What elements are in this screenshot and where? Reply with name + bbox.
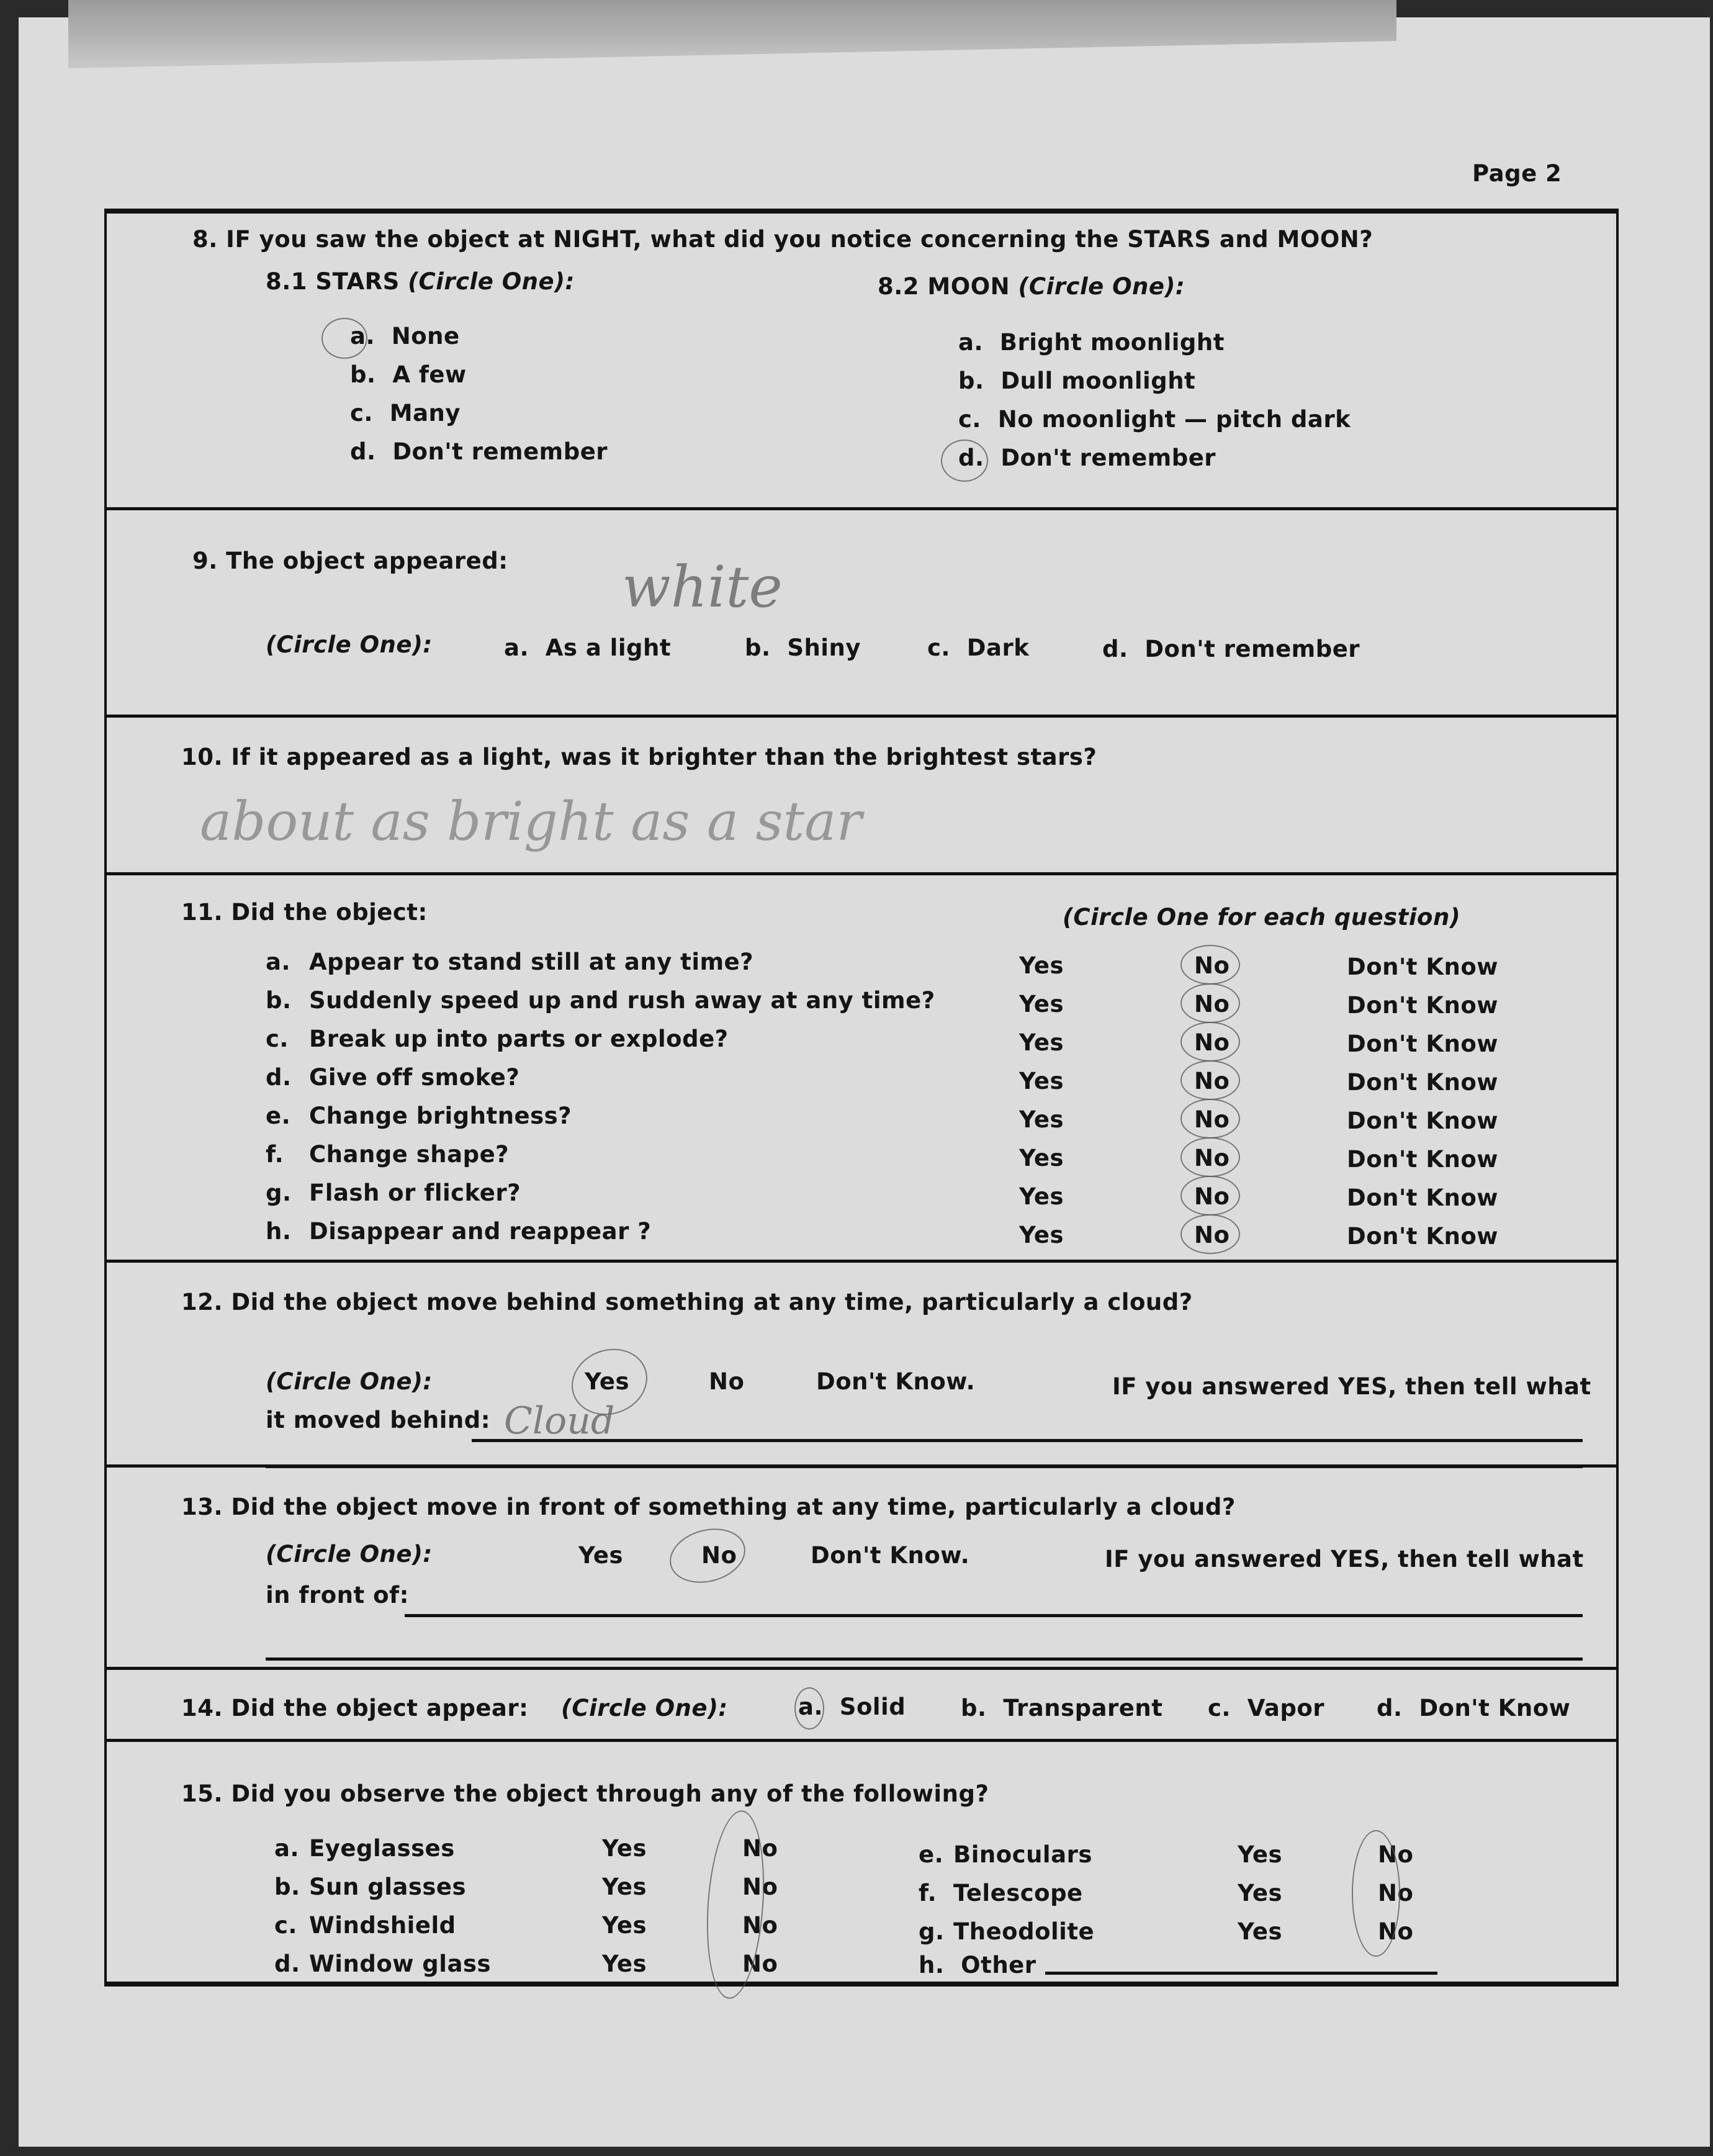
q11-choice-yes[interactable]: Yes	[1019, 1068, 1064, 1094]
q11-instruction: (Circle One for each question)	[1063, 904, 1461, 931]
q15-item-letter: e.	[919, 1841, 944, 1868]
q15-choice-no[interactable]: No	[1378, 1880, 1414, 1906]
q12-option-dont-know[interactable]: Don't Know.	[816, 1368, 976, 1395]
q11-item-letter: e.	[266, 1103, 291, 1129]
questionnaire-form	[104, 209, 1619, 1987]
q11-item-letter: g.	[266, 1179, 292, 1206]
q11-choice-no[interactable]: No	[1194, 952, 1230, 979]
question-10	[107, 718, 1616, 875]
q13-answer-line-2[interactable]	[266, 1658, 1583, 1661]
q11-item-text: Flash or flicker?	[309, 1179, 521, 1206]
q9-option-b[interactable]: b. Shiny	[745, 634, 861, 661]
q11-item-letter: c.	[266, 1026, 289, 1052]
q11-item-letter: a.	[266, 949, 291, 975]
q15-choice-no[interactable]: No	[742, 1951, 778, 1977]
q14-option-c[interactable]: c. Vapor	[1208, 1695, 1324, 1721]
q15-item-letter: d.	[274, 1951, 300, 1977]
question-11	[107, 875, 1616, 1263]
q13-answer-line-1[interactable]	[405, 1614, 1583, 1617]
q13-question: 13. Did the object move in front of something at any time, particularly a cloud?	[181, 1494, 1236, 1520]
q11-choice-dont-know[interactable]: Don't Know	[1347, 1031, 1498, 1057]
q15-item-text: Telescope	[953, 1880, 1083, 1906]
q11-choice-yes[interactable]: Yes	[1019, 1106, 1064, 1133]
page-number: Page 2	[1472, 160, 1562, 187]
moon-heading-text: 8.2 MOON	[878, 273, 1010, 300]
moon-option-d[interactable]: d. Don't remember	[958, 444, 1216, 471]
q15-question: 15. Did you observe the object through any of the following?	[181, 1780, 989, 1807]
q12-question: 12. Did the object move behind something at any time, particularly a cloud?	[181, 1289, 1193, 1315]
q14-option-a[interactable]: a. Solid	[798, 1694, 906, 1720]
moon-option-a[interactable]: a. Bright moonlight	[958, 329, 1225, 356]
q15-option-other[interactable]: h. Other	[919, 1952, 1036, 1978]
q9-instruction: (Circle One):	[266, 631, 433, 658]
q11-item-letter: h.	[266, 1218, 292, 1245]
q9-option-a[interactable]: a. As a light	[504, 634, 672, 661]
q15-choice-no[interactable]: No	[1378, 1918, 1414, 1945]
q11-choice-no[interactable]: No	[1194, 1222, 1230, 1248]
q11-choice-yes[interactable]: Yes	[1019, 1029, 1064, 1056]
q11-choice-dont-know[interactable]: Don't Know	[1347, 1223, 1498, 1250]
q11-choice-dont-know[interactable]: Don't Know	[1347, 1069, 1498, 1096]
q15-choice-yes[interactable]: Yes	[602, 1912, 647, 1939]
q11-item-text: Suddenly speed up and rush away at any time?	[309, 987, 935, 1014]
stars-option-a[interactable]: a. None	[350, 323, 460, 350]
q14-instruction: (Circle One):	[561, 1695, 728, 1721]
q15-item-letter: c.	[274, 1912, 297, 1939]
q15-item-letter: f.	[919, 1880, 937, 1906]
q15-choice-yes[interactable]: Yes	[1238, 1918, 1283, 1945]
q11-choice-no[interactable]: No	[1194, 1145, 1230, 1171]
q12-answer-line-1[interactable]	[472, 1439, 1583, 1442]
question-13	[107, 1468, 1616, 1670]
q15-other-line[interactable]	[1045, 1972, 1437, 1975]
stars-heading-text: 8.1 STARS	[266, 268, 400, 295]
q9-handwritten-answer: white	[622, 554, 783, 620]
moon-instruction: (Circle One):	[1018, 273, 1185, 300]
q14-option-d[interactable]: d. Don't Know	[1377, 1695, 1571, 1721]
q11-choice-no[interactable]: No	[1194, 991, 1230, 1017]
question-9	[107, 510, 1616, 718]
q9-question: 9. The object appeared:	[192, 548, 508, 574]
stars-option-d[interactable]: d. Don't remember	[350, 438, 608, 465]
q15-choice-no[interactable]: No	[742, 1835, 778, 1862]
q11-item-text: Break up into parts or explode?	[309, 1026, 729, 1052]
q13-instruction: (Circle One):	[266, 1541, 433, 1567]
q11-question: 11. Did the object:	[181, 899, 428, 926]
q11-item-text: Appear to stand still at any time?	[309, 949, 754, 975]
question-14	[107, 1670, 1616, 1742]
q11-choice-dont-know[interactable]: Don't Know	[1347, 1146, 1498, 1173]
moon-option-b[interactable]: b. Dull moonlight	[958, 368, 1196, 394]
q12-instruction: (Circle One):	[266, 1368, 433, 1395]
moon-option-c[interactable]: c. No moonlight — pitch dark	[958, 406, 1351, 433]
q13-followup: IF you answered YES, then tell what	[1105, 1546, 1584, 1572]
q11-choice-yes[interactable]: Yes	[1019, 1183, 1064, 1210]
q11-choice-no[interactable]: No	[1194, 1029, 1230, 1056]
q14-option-b[interactable]: b. Transparent	[961, 1695, 1163, 1721]
q11-item-letter: d.	[266, 1064, 292, 1091]
q15-choice-yes[interactable]: Yes	[1238, 1841, 1283, 1868]
question-12	[107, 1263, 1616, 1468]
q11-choice-yes[interactable]: Yes	[1019, 952, 1064, 979]
q13-option-no[interactable]: No	[701, 1542, 737, 1569]
q15-item-text: Sun glasses	[309, 1874, 467, 1900]
q15-choice-yes[interactable]: Yes	[602, 1951, 647, 1977]
q11-choice-yes[interactable]: Yes	[1019, 1222, 1064, 1248]
q15-item-text: Theodolite	[953, 1918, 1095, 1945]
q11-choice-no[interactable]: No	[1194, 1068, 1230, 1094]
stars-option-b[interactable]: b. A few	[350, 361, 467, 388]
question-15	[107, 1742, 1616, 1987]
q9-option-d[interactable]: d. Don't remember	[1102, 636, 1360, 662]
q15-item-text: Eyeglasses	[309, 1835, 455, 1862]
q14-question: 14. Did the object appear:	[181, 1695, 529, 1721]
q11-item-text: Give off smoke?	[309, 1064, 520, 1091]
q13-field-label: in front of:	[266, 1582, 409, 1608]
q12-option-yes[interactable]: Yes	[585, 1368, 630, 1395]
q15-item-letter: a.	[274, 1835, 300, 1862]
q9-option-c[interactable]: c. Dark	[927, 634, 1030, 661]
q11-item-letter: f.	[266, 1141, 284, 1168]
stars-option-c[interactable]: c. Many	[350, 400, 461, 426]
q13-option-yes[interactable]: Yes	[578, 1542, 624, 1569]
q12-followup: IF you answered YES, then tell what	[1112, 1373, 1591, 1400]
q12-handwritten-answer: Cloud	[504, 1399, 615, 1443]
q15-choice-no[interactable]: No	[742, 1912, 778, 1939]
q11-item-text: Change brightness?	[309, 1103, 572, 1129]
q12-field-label: it moved behind:	[266, 1407, 491, 1433]
q8-question: 8. IF you saw the object at NIGHT, what did you notice concerning the STARS and MOON?	[192, 226, 1374, 253]
q11-choice-no[interactable]: No	[1194, 1183, 1230, 1210]
q15-choice-no[interactable]: No	[742, 1874, 778, 1900]
q15-choice-no[interactable]: No	[1378, 1841, 1414, 1868]
q15-item-text: Binoculars	[953, 1841, 1092, 1868]
q11-choice-yes[interactable]: Yes	[1019, 991, 1064, 1017]
q15-item-text: Window glass	[309, 1951, 491, 1977]
q8-stars-heading	[266, 268, 575, 295]
q11-choice-dont-know[interactable]: Don't Know	[1347, 992, 1498, 1019]
q11-choice-dont-know[interactable]: Don't Know	[1347, 1184, 1498, 1211]
q15-item-text: Windshield	[309, 1912, 456, 1939]
q11-choice-dont-know[interactable]: Don't Know	[1347, 954, 1498, 980]
q11-choice-no[interactable]: No	[1194, 1106, 1230, 1133]
q15-choice-yes[interactable]: Yes	[1238, 1880, 1283, 1906]
question-8	[107, 214, 1616, 510]
q11-choice-yes[interactable]: Yes	[1019, 1145, 1064, 1171]
q13-option-dont-know[interactable]: Don't Know.	[811, 1542, 970, 1569]
q11-item-text: Disappear and reappear ?	[309, 1218, 652, 1245]
q11-choice-dont-know[interactable]: Don't Know	[1347, 1107, 1498, 1134]
q11-item-letter: b.	[266, 987, 292, 1014]
q8-moon-heading	[878, 273, 1185, 300]
stars-instruction: (Circle One):	[408, 268, 575, 295]
q11-item-text: Change shape?	[309, 1141, 510, 1168]
q10-question: 10. If it appeared as a light, was it brighter than the brightest stars?	[181, 744, 1097, 770]
q15-item-letter: g.	[919, 1918, 945, 1945]
q15-choice-yes[interactable]: Yes	[602, 1874, 647, 1900]
q10-handwritten-answer: about as bright as a star	[200, 791, 862, 853]
q15-choice-yes[interactable]: Yes	[602, 1835, 647, 1862]
q15-item-letter: b.	[274, 1874, 300, 1900]
q12-option-no[interactable]: No	[709, 1368, 745, 1395]
